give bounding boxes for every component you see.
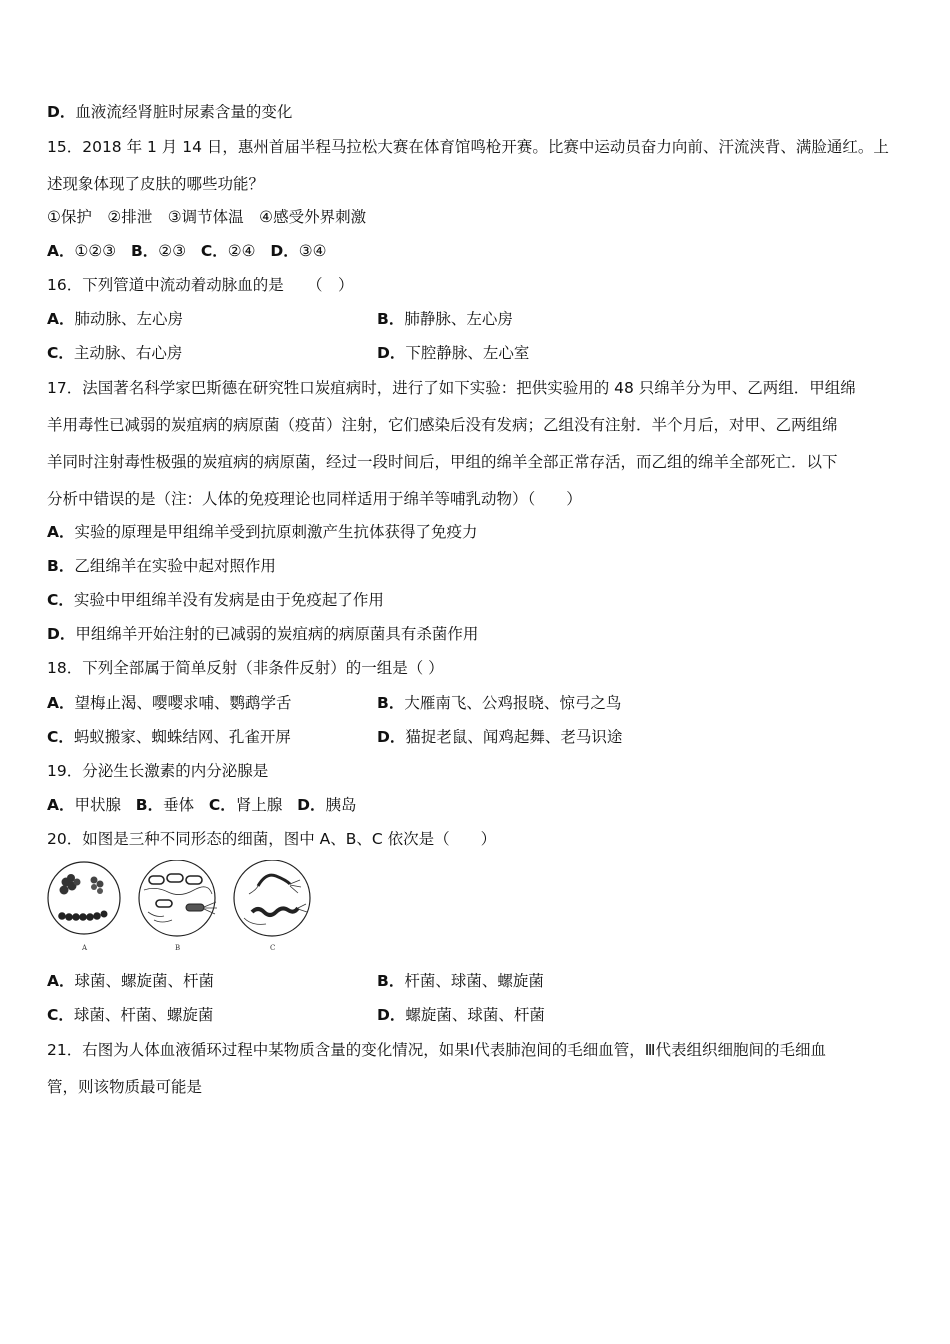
option-letter: B．	[130, 242, 159, 260]
option-letter: D．	[47, 103, 76, 121]
q15-options	[47, 241, 327, 261]
option-letter: B．	[377, 310, 405, 328]
option-letter: C．	[47, 728, 74, 746]
q17-stem-line3: 羊同时注射毒性极强的炭疽病的病原菌，经过一段时间后，甲组的绵羊全部正常存活，而乙组的绵羊全部死亡．以下	[47, 453, 838, 471]
q17-stem-line4: 分析中错误的是（注：人体的免疫理论也同样适用于绵羊等哺乳动物）（ ）	[47, 490, 582, 508]
option-letter: C．	[208, 796, 236, 814]
q17-option-a	[47, 522, 478, 542]
option-text: 猫捉老鼠、闻鸡起舞、老马识途	[405, 728, 623, 746]
option-letter: D．	[47, 625, 76, 643]
q16-option-c	[47, 343, 182, 363]
option-text: 球菌、杆菌、螺旋菌	[73, 1006, 214, 1024]
option-text: 下腔静脉、左心室	[405, 344, 530, 362]
q17-option-c	[47, 590, 384, 610]
q19-options	[47, 795, 357, 815]
option-letter: A．	[47, 694, 75, 712]
option-letter: D．	[377, 1006, 406, 1024]
option-text: 杆菌、球菌、螺旋菌	[404, 972, 544, 990]
q18-option-d	[377, 727, 622, 747]
q18-option-c	[47, 727, 291, 747]
q15-stem-line1: 15．2018 年 1 月 14 日，惠州首届半程马拉松大赛在体育馆鸣枪开赛。比赛中运动员奋力向前、汗流浃背、满脸通红。上	[47, 138, 889, 156]
option-letter: C．	[47, 591, 74, 609]
option-letter: A．	[47, 242, 75, 260]
option-text: 乙组绵羊在实验中起对照作用	[74, 557, 276, 575]
q19-stem: 19．分泌生长激素的内分泌腺是	[47, 762, 269, 780]
option-letter: B．	[135, 796, 164, 814]
option-letter: B．	[47, 557, 75, 575]
option-letter: C．	[200, 242, 228, 260]
option-text: 球菌、螺旋菌、杆菌	[74, 972, 215, 990]
q17-option-b	[47, 556, 276, 576]
option-text: 大雁南飞、公鸡报晓、惊弓之鸟	[404, 694, 622, 712]
q16-option-d	[377, 343, 529, 363]
option-text: ③④	[298, 242, 327, 260]
option-text: 血液流经肾脏时尿素含量的变化	[75, 103, 293, 121]
option-text: 主动脉、右心房	[73, 344, 183, 362]
option-letter: A．	[47, 523, 75, 541]
q20-option-c	[47, 1005, 213, 1025]
q20-option-a	[47, 971, 214, 991]
option-letter: A．	[47, 972, 75, 990]
q16-option-b	[377, 309, 513, 329]
option-letter: A．	[47, 310, 75, 328]
q18-option-b	[377, 693, 621, 713]
q21-stem-line1: 21．右图为人体血液循环过程中某物质含量的变化情况，如果Ⅰ代表肺泡间的毛细血管，Ⅲ代表组织细胞间的毛细血	[47, 1041, 826, 1059]
option-text: ①②③	[74, 242, 117, 260]
option-letter: D．	[377, 728, 406, 746]
option-text: 垂体	[163, 796, 195, 814]
option-text: 望梅止渴、嘤嘤求哺、鹦鹉学舌	[74, 694, 292, 712]
bacteria-circle-c	[234, 860, 310, 936]
option-text: 实验的原理是甲组绵羊受到抗原刺激产生抗体获得了免疫力	[74, 523, 478, 541]
q15-stem-line2: 述现象体现了皮肤的哪些功能？	[47, 175, 265, 193]
bacteria-circle-a	[48, 862, 120, 934]
q17-stem-line1: 17．法国著名科学家巴斯德在研究牲口炭疽病时，进行了如下实验：把供实验用的 48 只绵羊分为甲、乙两组．甲组绵	[47, 379, 856, 397]
option-letter: C．	[47, 344, 74, 362]
option-text: ②③	[158, 242, 187, 260]
figure-label-c: C	[270, 944, 276, 952]
bacteria-circle-b	[139, 860, 217, 936]
figure-label-a: A	[82, 944, 88, 952]
option-letter: D．	[270, 242, 299, 260]
q17-option-d	[47, 624, 478, 644]
q16-option-a	[47, 309, 183, 329]
q17-stem-line2: 羊用毒性已减弱的炭疽病的病原菌（疫苗）注射，它们感染后没有发病；乙组没有注射．半个月后，对甲、乙两组绵	[47, 416, 838, 434]
option-text: 蚂蚁搬家、蜘蛛结网、孔雀开屏	[73, 728, 291, 746]
option-text: 胰岛	[325, 796, 357, 814]
option-text: 甲组绵羊开始注射的已减弱的炭疽病的病原菌具有杀菌作用	[75, 625, 479, 643]
option-text: ②④	[227, 242, 256, 260]
option-letter: C．	[47, 1006, 74, 1024]
option-letter: D．	[377, 344, 406, 362]
q20-option-d	[377, 1005, 545, 1025]
q16-stem: 16．下列管道中流动着动脉血的是 （ ）	[47, 276, 354, 294]
q18-option-a	[47, 693, 292, 713]
option-letter: B．	[377, 972, 405, 990]
q14-option-d	[47, 102, 292, 122]
option-text: 肾上腺	[235, 796, 283, 814]
option-letter: D．	[297, 796, 326, 814]
option-letter: B．	[377, 694, 405, 712]
option-text: 肺静脉、左心房	[404, 310, 513, 328]
option-text: 实验中甲组绵羊没有发病是由于免疫起了作用	[73, 591, 384, 609]
option-text: 螺旋菌、球菌、杆菌	[405, 1006, 545, 1024]
q20-stem: 20．如图是三种不同形态的细菌，图中 A、B、C 依次是（ ）	[47, 830, 497, 848]
bacteria-figure	[44, 860, 324, 956]
q21-stem-line2: 管，则该物质最可能是	[47, 1078, 203, 1096]
option-text: 甲状腺	[74, 796, 122, 814]
option-letter: A．	[47, 796, 75, 814]
q15-items: ①保护 ②排泄 ③调节体温 ④感受外界刺激	[47, 208, 367, 226]
q18-stem: 18．下列全部属于简单反射（非条件反射）的一组是（ ）	[47, 659, 444, 677]
option-text: 肺动脉、左心房	[74, 310, 184, 328]
figure-label-b: B	[175, 944, 181, 952]
q20-option-b	[377, 971, 544, 991]
